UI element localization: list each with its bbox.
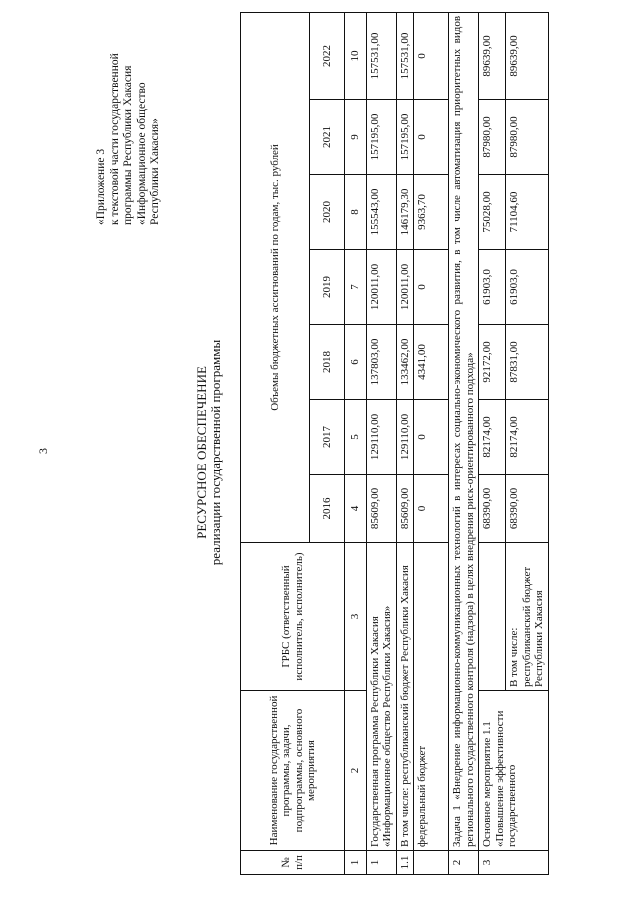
value-cell: 133462,00: [396, 325, 414, 400]
document-title: [195, 0, 223, 905]
value-cell: 82174,00: [506, 400, 549, 475]
row-num: 2: [449, 851, 479, 875]
value-cell: 92172,00: [479, 325, 506, 400]
value-cell: 157195,00: [396, 100, 414, 175]
value-cell: 157531,00: [366, 12, 396, 99]
value-cell: 85609,00: [396, 475, 414, 543]
appendix-line: программы Республики Хакасия: [122, 65, 134, 225]
value-cell: 157195,00: [366, 100, 396, 175]
grbs-cell: В том числе: республиканский бюджет Республики Хакасия: [506, 543, 549, 691]
value-cell: 155543,00: [366, 175, 396, 250]
value-cell: 61903,0: [479, 250, 506, 325]
title: РЕСУРСНОЕ ОБЕСПЕЧЕНИЕ: [194, 366, 209, 539]
header-year: 2020: [310, 175, 345, 250]
table-row: [414, 12, 449, 874]
value-cell: 146179,30: [396, 175, 414, 250]
row-num: 3: [479, 851, 549, 875]
header-year: 2018: [310, 325, 345, 400]
appendix-line: Республики Хакасия»: [149, 118, 161, 225]
col-number: 5: [345, 400, 367, 475]
appendix-line: «Приложение 3: [95, 148, 107, 225]
header-year: 2021: [310, 100, 345, 175]
value-cell: 0: [414, 400, 449, 475]
value-cell: 71104,60: [506, 175, 549, 250]
col-number: 9: [345, 100, 367, 175]
row-num: 1.1: [396, 851, 414, 875]
col-number: 7: [345, 250, 367, 325]
value-cell: 87980,00: [479, 100, 506, 175]
row-name: В том числе: республиканский бюджет Республики Хакасия: [396, 543, 414, 851]
value-cell: 87831,00: [506, 325, 549, 400]
task-description: Задача 1 «Внедрение информационно-коммуникационных технологий в интересах социально-экономического развития, в том числе автоматизация приоритетных видов регионального государственного контроля (надзора) в целях внедрения риск-ориентированного подхода»: [449, 12, 479, 850]
row-name: Государственная программа Республики Хакасия «Информационное общество Республики Хакасия»: [366, 543, 396, 851]
value-cell: 4341,00: [414, 325, 449, 400]
value-cell: 0: [414, 100, 449, 175]
header-year: 2016: [310, 475, 345, 543]
header-row: [241, 12, 310, 874]
value-cell: 0: [414, 475, 449, 543]
appendix-note: [95, 53, 163, 225]
col-number: 1: [345, 851, 367, 875]
grbs-cell: [479, 543, 506, 691]
value-cell: 0: [414, 250, 449, 325]
value-cell: 75028,00: [479, 175, 506, 250]
header-volumes: Объемы бюджетных ассигнований по годам, тыс. рублей: [241, 12, 310, 542]
table-row: [479, 12, 506, 874]
header-year: 2019: [310, 250, 345, 325]
subtitle: реализации государственной программы: [208, 339, 223, 566]
value-cell: 120011,00: [396, 250, 414, 325]
value-cell: 137803,00: [366, 325, 396, 400]
value-cell: 82174,00: [479, 400, 506, 475]
value-cell: 87980,00: [506, 100, 549, 175]
task-row: [449, 12, 479, 874]
col-number: 3: [345, 543, 367, 691]
appendix-line: к текстовой части государственной: [108, 53, 121, 225]
value-cell: 85609,00: [366, 475, 396, 543]
header-year: 2022: [310, 12, 345, 99]
col-number: 4: [345, 475, 367, 543]
value-cell: 0: [414, 12, 449, 99]
value-cell: 120011,00: [366, 250, 396, 325]
col-number: 6: [345, 325, 367, 400]
value-cell: 68390,00: [479, 475, 506, 543]
value-cell: 61903,0: [506, 250, 549, 325]
row-name: Основное мероприятие 1.1 «Повышение эффективности государственного: [479, 691, 549, 851]
value-cell: 9363,70: [414, 175, 449, 250]
value-cell: 129110,00: [396, 400, 414, 475]
column-number-row: [345, 12, 367, 874]
row-num: [414, 851, 449, 875]
header-grbs: ГРБС (ответственный исполнитель, исполнитель): [241, 543, 345, 691]
col-number: 10: [345, 12, 367, 99]
value-cell: 89639,00: [479, 12, 506, 99]
header-num: № п/п: [241, 851, 345, 875]
value-cell: 89639,00: [506, 12, 549, 99]
table-row: [366, 12, 396, 874]
row-name: федеральный бюджет: [414, 543, 449, 851]
page-number: 3: [36, 448, 50, 454]
appendix-line: «Информационное общество: [135, 82, 148, 225]
value-cell: 68390,00: [506, 475, 549, 543]
value-cell: 157531,00: [396, 12, 414, 99]
col-number: 8: [345, 175, 367, 250]
table-row: [396, 12, 414, 874]
resource-table: [240, 12, 549, 875]
header-name: Наименование государственной программы, задачи, подпрограммы, основного мероприятия: [241, 691, 345, 851]
value-cell: 129110,00: [366, 400, 396, 475]
row-num: 1: [366, 851, 396, 875]
col-number: 2: [345, 691, 367, 851]
header-year: 2017: [310, 400, 345, 475]
